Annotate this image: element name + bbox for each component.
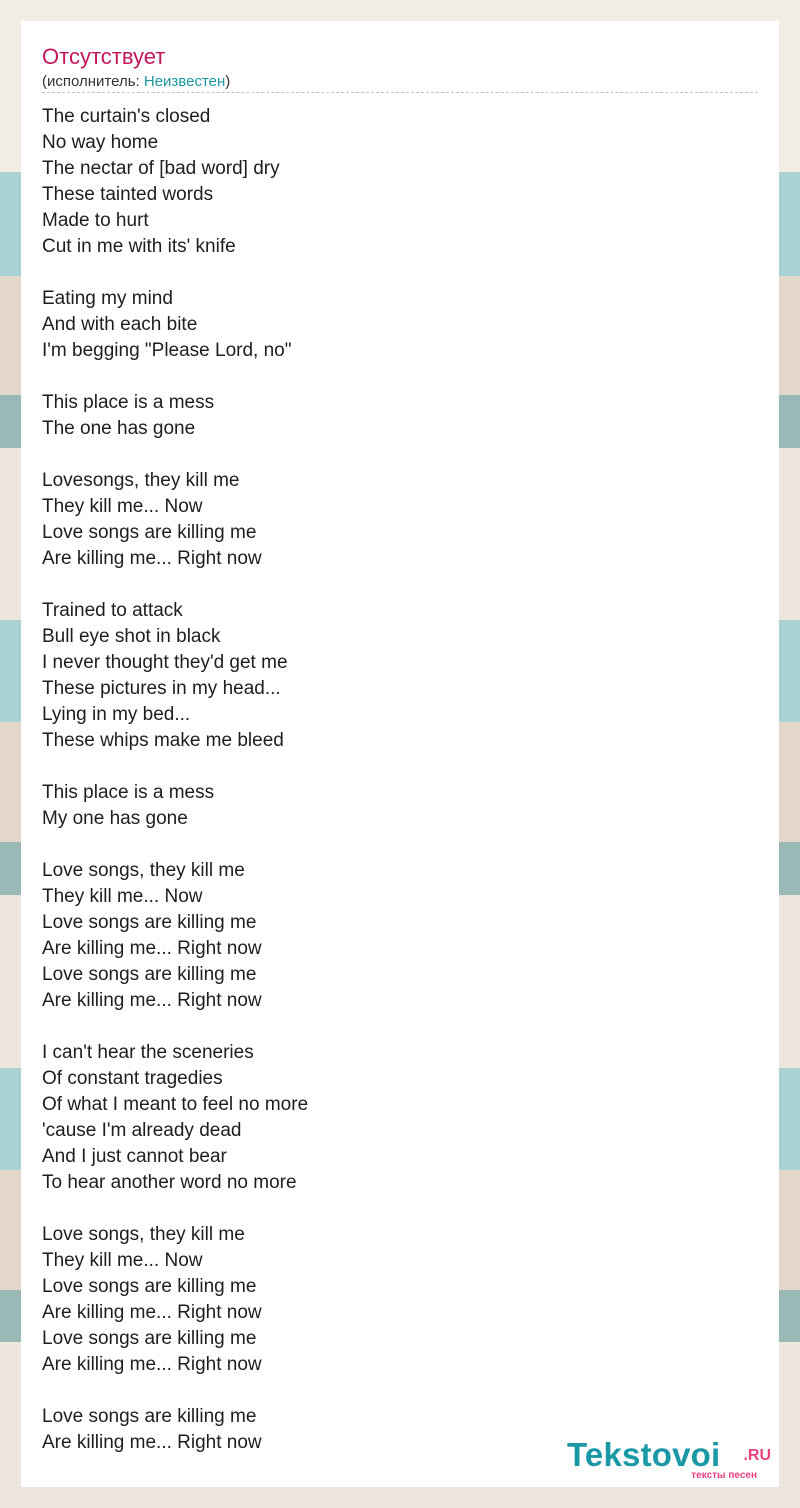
lyric-line: Are killing me... Right now <box>42 990 262 1011</box>
artist-prefix: (исполнитель: <box>42 73 144 90</box>
lyrics-stanza <box>42 468 758 572</box>
lyric-line: These tainted words <box>42 184 214 205</box>
lyric-line: I'm begging "Please Lord, no" <box>42 340 292 361</box>
lyric-line: 'cause I'm already dead <box>42 1120 242 1141</box>
lyrics-stanza <box>42 286 758 364</box>
lyric-line: They kill me... Now <box>42 496 203 517</box>
lyric-line: Love songs are killing me <box>42 1406 257 1427</box>
lyric-line: The nectar of [bad word] dry <box>42 158 280 179</box>
song-title: Отсутствует <box>42 44 166 69</box>
lyric-line: Are killing me... Right now <box>42 1354 262 1375</box>
lyric-line: This place is a mess <box>42 782 215 803</box>
lyric-line: Love songs are killing me <box>42 1276 257 1297</box>
lyric-line: Are killing me... Right now <box>42 1302 262 1323</box>
lyrics-text <box>42 104 758 1456</box>
lyric-line: To hear another word no more <box>42 1172 297 1193</box>
lyric-line: Love songs are killing me <box>42 912 257 933</box>
logo-tld: .RU <box>743 1447 771 1464</box>
artist-suffix: ) <box>225 73 231 90</box>
lyric-line: They kill me... Now <box>42 1250 203 1271</box>
lyric-line: My one has gone <box>42 808 188 829</box>
lyric-line: Are killing me... Right now <box>42 938 262 959</box>
lyric-line: And I just cannot bear <box>42 1146 227 1167</box>
lyric-line: Cut in me with its' knife <box>42 236 236 257</box>
lyric-line: Lovesongs, they kill me <box>42 470 240 491</box>
lyrics-stanza <box>42 390 758 442</box>
lyric-line: Love songs are killing me <box>42 522 257 543</box>
lyric-line: Love songs, they kill me <box>42 1224 245 1245</box>
lyrics-stanza <box>42 858 758 1014</box>
lyric-line: Trained to attack <box>42 600 183 621</box>
lyric-line: The one has gone <box>42 418 196 439</box>
site-logo[interactable] <box>567 1437 771 1481</box>
lyric-line: They kill me... Now <box>42 886 203 907</box>
lyrics-stanza <box>42 780 758 832</box>
logo-tagline: тексты песен <box>691 1470 757 1481</box>
lyric-line: I can't hear the sceneries <box>42 1042 254 1063</box>
lyric-line: Of what I meant to feel no more <box>42 1094 309 1115</box>
logo-name: Tekstovoi <box>567 1436 721 1473</box>
lyrics-stanza <box>42 1040 758 1196</box>
lyric-line: Love songs, they kill me <box>42 860 245 881</box>
lyrics-stanza <box>42 1222 758 1378</box>
lyric-line: The curtain's closed <box>42 106 211 127</box>
lyric-line: Lying in my bed... <box>42 704 191 725</box>
lyric-line: Love songs are killing me <box>42 1328 257 1349</box>
lyrics-stanza <box>42 598 758 754</box>
lyrics-stanza <box>42 104 758 260</box>
lyric-line: These pictures in my head... <box>42 678 281 699</box>
lyric-line: Of constant tragedies <box>42 1068 223 1089</box>
artist-link[interactable]: Неизвестен <box>143 73 226 90</box>
lyric-line: Made to hurt <box>42 210 149 231</box>
lyrics-card <box>21 21 779 1487</box>
lyric-line: Bull eye shot in black <box>42 626 221 647</box>
lyric-line: No way home <box>42 132 159 153</box>
lyric-line: Love songs are killing me <box>42 964 257 985</box>
lyric-line: Are killing me... Right now <box>42 548 262 569</box>
lyric-line: Eating my mind <box>42 288 173 309</box>
lyric-line: Are killing me... Right now <box>42 1432 262 1453</box>
artist-line <box>42 73 758 93</box>
lyric-line: This place is a mess <box>42 392 215 413</box>
lyric-line: These whips make me bleed <box>42 730 284 751</box>
lyric-line: And with each bite <box>42 314 198 335</box>
lyric-line: I never thought they'd get me <box>42 652 288 673</box>
